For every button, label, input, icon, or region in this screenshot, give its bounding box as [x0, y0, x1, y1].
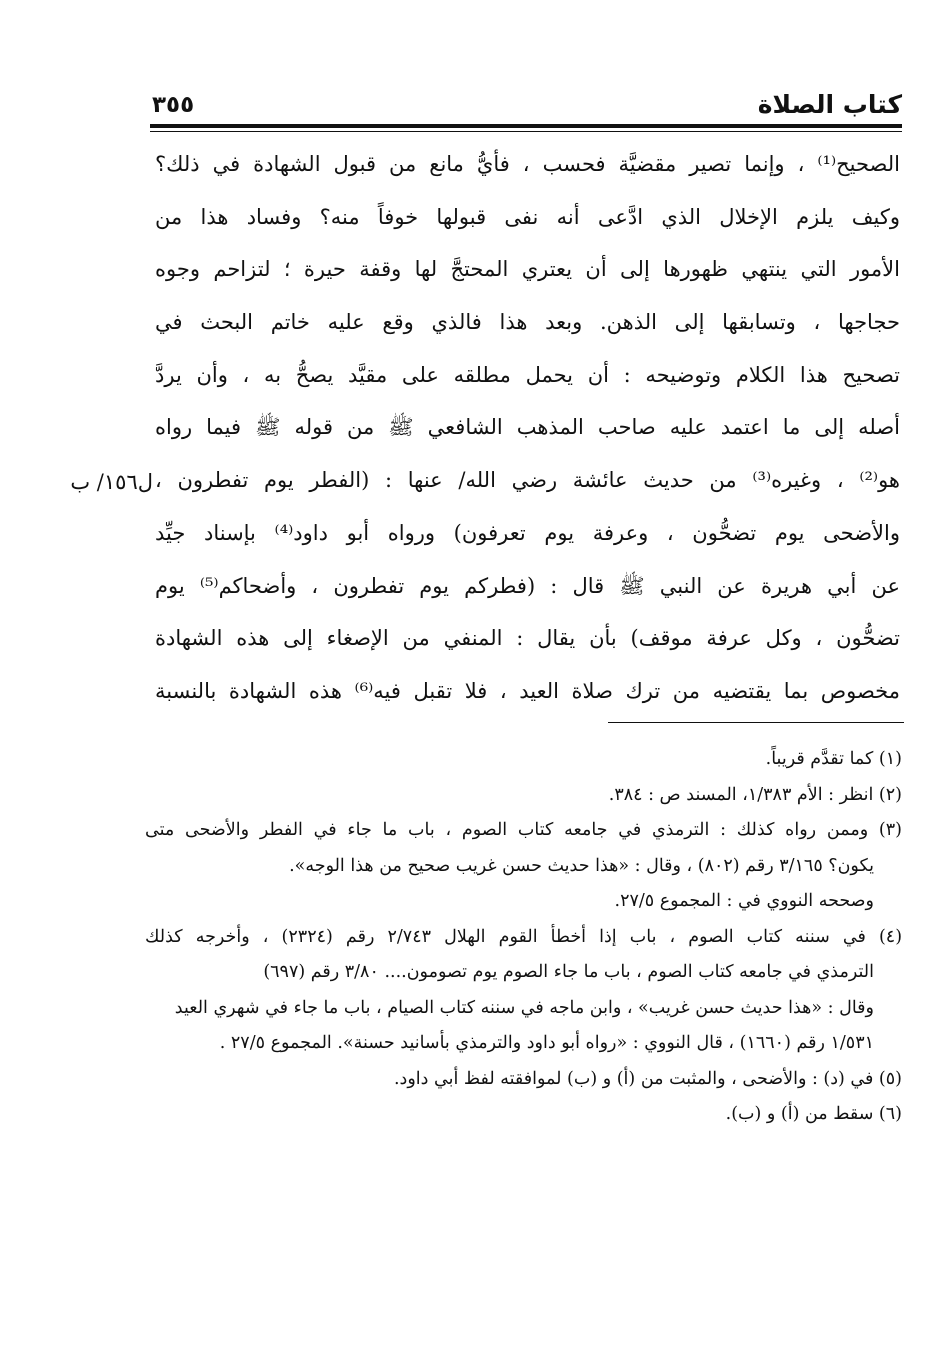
text-line: تضحُّون ، وكل عرفة موقف) بأن يقال : المنفي من الإصغاء إلى هذه الشهادة: [155, 626, 900, 651]
text-line: مخصوص بما يقتضيه من ترك صلاة العيد ، فلا تقبل فيه⁽⁶⁾ هذه الشهادة بالنسبة: [155, 678, 900, 703]
text-line: الأمور التي ينتهي ظهورها إلى أن يعتري المحتجَّ لها وقفة حيرة ؛ لتزاحم وجوه: [155, 257, 900, 282]
main-text: [155, 138, 900, 718]
text-line: حجاجها ، وتسابقها إلى الذهن. وبعد هذا فالذي وقع عليه خاتم البحث في: [155, 310, 900, 335]
footnotes: [145, 742, 902, 1133]
footnote-line: وصححه النووي في : المجموع ٢٧/٥.: [614, 891, 874, 911]
page-header: [150, 84, 902, 124]
header-rule-thin: [150, 131, 902, 132]
page-number: ٣٥٥: [152, 92, 195, 118]
text-line: والأضحى يوم تضحُّون ، وعرفة يوم تعرفون) ورواه أبو داود⁽⁴⁾ بإسناد جيِّد: [155, 520, 900, 545]
text-line: الصحيح⁽¹⁾ ، وإنما تصير مقضيَّة فحسب ، فأيُّ مانع من قبول الشهادة في ذلك؟: [155, 152, 900, 176]
footnote-line: (٤) في سننه كتاب الصوم ، باب إذا أخطأ القوم الهلال ٢/٧٤٣ رقم (٢٣٢٤) ، وأخرجه كذلك: [145, 926, 902, 947]
text-line: تصحيح هذا الكلام وتوضيحه : أن يحمل مطلقه على مقيَّد يصحُّ به ، وأن يردَّ: [155, 362, 900, 387]
text-line: عن أبي هريرة عن النبي ﷺ قال : (فطركم يوم تفطرون ، وأضحاكم⁽⁵⁾ يوم: [155, 573, 900, 598]
footnote-line: (٥) في (د) : والأضحى ، والمثبت من (أ) و (ب) لموافقته لفظ أبي داود.: [393, 1068, 902, 1089]
footnote-line: ١/٥٣١ رقم (١٦٦٠) ، قال النووي : «رواه أبو داود والترمذي بأسانيد حسنة». المجموع ٢٧/٥ .: [219, 1033, 874, 1053]
header-rule-thick: [150, 124, 902, 128]
footnote-line: (٢) انظر : الأم ١/٣٨٣، المسند ص : ٣٨٤.: [608, 784, 902, 805]
text-line: أصله إلى ما اعتمد عليه صاحب المذهب الشافعي ﷺ من قوله ﷺ فيما رواه: [155, 415, 900, 440]
footnote-line: (١) كما تقدَّم قريباً.: [765, 749, 902, 769]
footnote-line: وقال : «هذا حديث حسن غريب» ، وابن ماجه في سننه كتاب الصيام ، باب ما جاء في شهري العيد: [174, 997, 874, 1018]
manuscript-folio-note: ل١٥٦/ ب: [70, 470, 153, 494]
running-title: كتاب الصلاة: [757, 90, 902, 119]
text-line: وكيف يلزم الإخلال الذي ادَّعى أنه نفى قبولها خوفاً منه؟ وفساد هذا من: [155, 204, 900, 229]
footnote-line: (٣) وممن رواه كذلك : الترمذي في جامعه كتاب الصوم ، باب ما جاء في الفطر والأضحى متى: [145, 820, 902, 840]
text-line: هو⁽²⁾ ، وغيره⁽³⁾ من حديث عائشة رضي الله/ عنها : (الفطر يوم تفطرون ،: [155, 468, 900, 493]
footnote-line: (٦) سقط من (أ) و (ب).: [725, 1104, 902, 1124]
footnote-line: يكون؟ ٣/١٦٥ رقم (٨٠٢) ، وقال : «هذا حديث حسن غريب صحيح من هذا الوجه».: [289, 855, 874, 876]
footnote-line: الترمذي في جامعه كتاب الصوم ، باب ما جاء الصوم يوم تصومون.... ٣/٨٠ رقم (٦٩٧): [263, 962, 874, 982]
footnote-separator: [608, 722, 904, 723]
